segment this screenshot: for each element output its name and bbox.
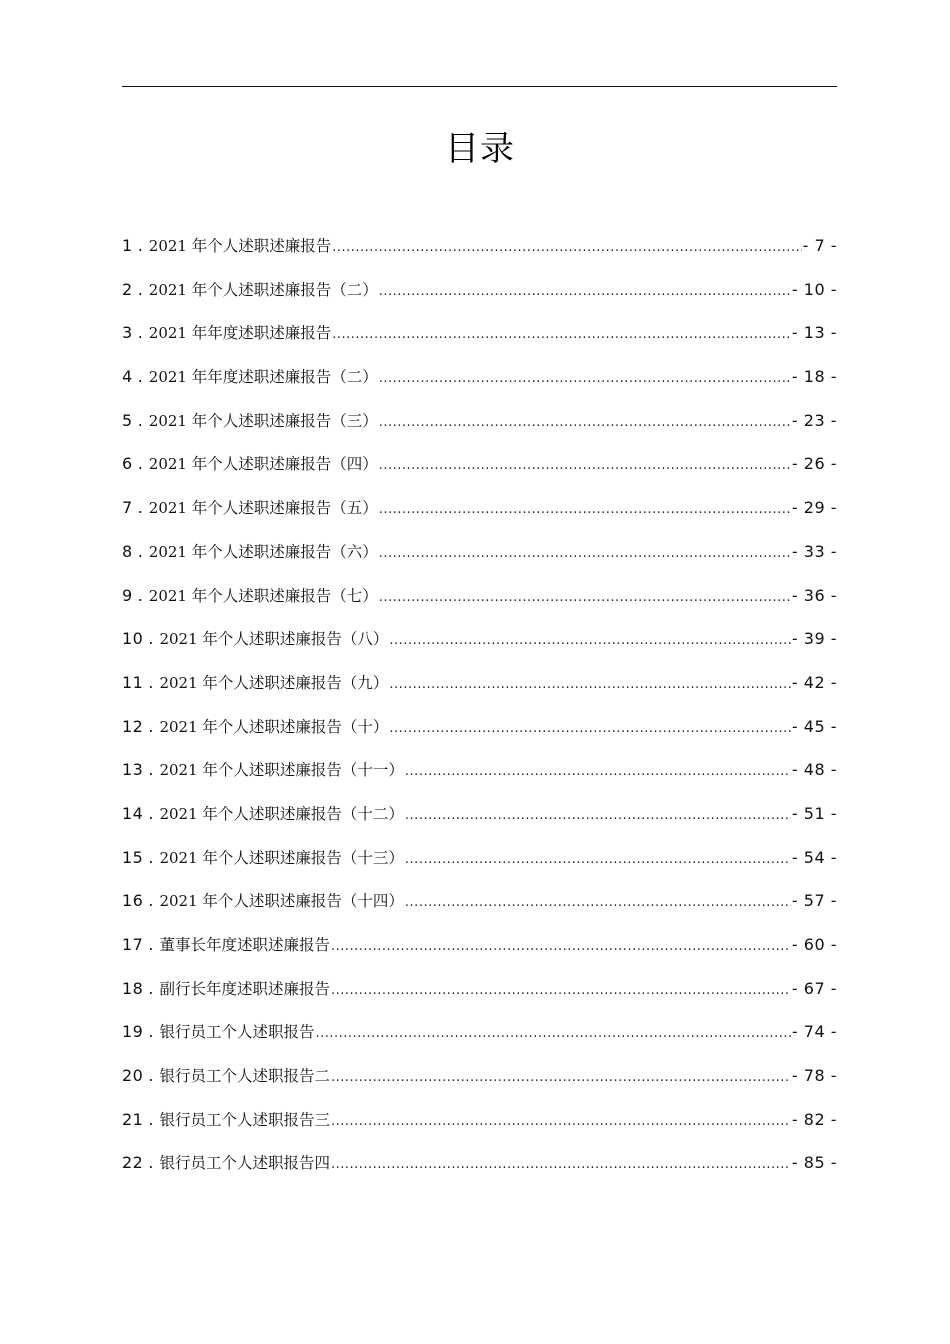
toc-entry-leader [331,931,791,962]
toc-entry-separator: . [137,410,143,430]
toc-entry-year: 2021 [159,892,203,911]
toc-entry-separator: . [148,716,154,736]
toc-entry-year: 2021 [148,499,192,518]
toc-entry-number: 1 [122,236,133,255]
toc-entry-leader [379,494,791,525]
toc-entry-page: - 39 - [791,629,837,649]
toc-entry-5[interactable] [122,405,837,449]
toc-entry-separator: . [137,279,143,299]
toc-entry-13[interactable] [122,754,837,798]
toc-entry-number: 22 [122,1153,144,1173]
toc-entry-22[interactable] [122,1147,837,1191]
toc-entry-page: - 42 - [791,672,837,692]
toc-entry-separator: . [148,1153,154,1173]
toc-entry-17[interactable] [122,929,837,973]
toc-entry-number: 17 [122,935,144,954]
toc-entry-leader [331,1106,791,1137]
toc-entry-title [159,1017,314,1048]
toc-entry-9[interactable] [122,580,837,624]
toc-entry-text: 银行员工个人述职报告四 [159,1154,330,1173]
toc-entry-text: 年个人述职述廉报告（二） [191,280,378,299]
toc-entry-leader [379,450,791,481]
toc-entry-8[interactable] [122,536,837,580]
toc-entry-page: - 60 - [791,935,837,954]
toc-entry-year: 2021 [159,717,203,736]
toc-entry-page: - 45 - [791,716,837,736]
toc-entry-year: 2021 [148,542,192,561]
toc-entry-leader [332,319,791,350]
toc-entry-leader [331,975,791,1006]
toc-entry-text: 年年度述职述廉报告 [191,324,332,343]
toc-entry-number: 14 [122,803,144,823]
toc-entry-leader [389,713,791,744]
toc-entry-page: - 7 - [802,236,837,255]
toc-entry-text: 银行员工个人述职报告 [159,1023,315,1042]
toc-entry-page: - 54 - [791,847,837,867]
toc-entry-separator: . [137,541,143,561]
toc-entry-text: 银行员工个人述职报告二 [159,1067,330,1086]
toc-entry-title [149,537,378,568]
toc-entry-leader [405,887,791,918]
toc-entry-separator: . [137,498,143,518]
toc-entry-title [149,231,331,262]
toc-entry-18[interactable] [122,973,837,1017]
toc-entry-leader [405,800,791,831]
toc-entry-leader [379,276,791,307]
toc-entry-leader [405,756,791,787]
toc-entry-year: 2021 [159,848,203,867]
toc-entry-number: 5 [122,410,133,430]
toc-entry-number: 3 [122,323,133,343]
toc-entry-7[interactable] [122,492,837,536]
toc-entry-page: - 13 - [791,323,837,343]
toc-entry-number: 11 [122,672,144,692]
toc-entry-separator: . [137,236,143,255]
toc-entry-page: - 57 - [791,891,837,911]
toc-entry-text: 年个人述职述廉报告（十一） [202,761,404,780]
toc-entry-number: 18 [122,978,144,998]
toc-entry-text: 银行员工个人述职报告三 [159,1110,330,1129]
toc-entry-title [159,843,403,874]
toc-entry-separator: . [137,585,143,605]
toc-entry-page: - 36 - [791,585,837,605]
toc-entry-text: 年个人述职述廉报告（三） [191,411,378,430]
toc-entry-number: 6 [122,454,133,474]
toc-entry-number: 21 [122,1109,144,1129]
page-title: 目录 [445,129,515,169]
toc-entry-leader [331,1149,791,1180]
toc-entry-separator: . [148,847,154,867]
toc-entry-separator: . [137,323,143,343]
toc-entry-page: - 78 - [791,1066,837,1086]
toc-entry-15[interactable] [122,842,837,886]
toc-entry-separator: . [148,760,154,780]
toc-entry-text: 年个人述职述廉报告（八） [202,630,389,649]
toc-entry-leader [379,407,791,438]
toc-entry-separator: . [137,367,143,387]
toc-entry-number: 19 [122,1022,144,1042]
toc-entry-title [149,449,378,480]
toc-entry-year: 2021 [159,761,203,780]
toc-entry-leader [379,363,791,394]
toc-entry-leader [315,1018,790,1049]
toc-entry-title [149,493,378,524]
toc-entry-leader [405,844,791,875]
toc-entry-year: 2021 [159,804,203,823]
toc-entry-title [149,406,378,437]
toc-entry-title [159,668,388,699]
toc-entry-title [159,886,403,917]
toc-entry-number: 20 [122,1066,144,1086]
toc-entry-16[interactable] [122,885,837,929]
toc-entry-number: 10 [122,629,144,649]
toc-entry-14[interactable] [122,798,837,842]
toc-entry-page: - 74 - [791,1022,837,1042]
toc-entry-leader [332,232,801,263]
toc-entry-number: 9 [122,585,133,605]
toc-entry-text: 年个人述职述廉报告（九） [202,673,389,692]
toc-entry-separator: . [148,803,154,823]
toc-entry-title [159,712,388,743]
toc-entry-leader [389,669,791,700]
toc-entry-title [159,1148,330,1179]
toc-entry-year: 2021 [148,324,192,343]
toc-entry-2[interactable] [122,274,837,318]
toc-entry-page: - 82 - [791,1109,837,1129]
toc-entry-text: 年个人述职述廉报告（七） [191,586,378,605]
toc-entry-leader [379,538,791,569]
toc-entry-year: 2021 [148,280,192,299]
toc-entry-year: 2021 [148,237,192,255]
toc-entry-leader [379,582,791,613]
toc-entry-separator: . [148,629,154,649]
toc-entry-page: - 18 - [791,367,837,387]
toc-entry-text: 年个人述职述廉报告（五） [191,499,378,518]
toc-entry-title [149,581,378,612]
toc-entry-page: - 85 - [791,1153,837,1173]
toc-entry-separator: . [148,1066,154,1086]
toc-entry-text: 副行长年度述职述廉报告 [159,979,330,998]
toc-entry-number: 7 [122,498,133,518]
toc-entry-title [159,974,330,1005]
toc-entry-title [159,930,330,961]
toc-entry-text: 年个人述职述廉报告（六） [191,542,378,561]
toc-entry-title [159,799,403,830]
toc-entry-number: 16 [122,891,144,911]
toc-entry-title [159,1105,330,1136]
toc-entry-text: 董事长年度述职述廉报告 [159,936,330,954]
toc-entry-year: 2021 [159,630,203,649]
toc-entry-year: 2021 [148,586,192,605]
toc-entry-year: 2021 [148,368,192,387]
toc-entry-separator: . [148,1109,154,1129]
toc-entry-title [149,362,378,393]
toc-entry-title [149,318,331,349]
toc-entry-separator: . [148,891,154,911]
toc-entry-21[interactable] [122,1104,837,1148]
toc-entry-separator: . [148,935,154,954]
toc-entry-10[interactable] [122,623,837,667]
toc-entry-separator: . [148,672,154,692]
toc-entry-number: 2 [122,279,133,299]
toc-entry-3[interactable] [122,317,837,361]
toc-entry-leader [389,625,791,656]
toc-entry-number: 15 [122,847,144,867]
toc-entry-separator: . [148,1022,154,1042]
toc-entry-4[interactable] [122,361,837,405]
toc-entry-year: 2021 [148,411,192,430]
toc-entry-page: - 29 - [791,498,837,518]
toc-entry-6[interactable] [122,448,837,492]
toc-entry-title [159,755,403,786]
toc-entry-leader [331,1062,791,1093]
toc-entry-year: 2021 [148,455,192,474]
toc-entry-text: 年个人述职述廉报告 [191,237,332,255]
toc-entry-title [149,275,378,306]
toc-entry-number: 12 [122,716,144,736]
toc-entry-20[interactable] [122,1060,837,1104]
toc-entry-text: 年年度述职述廉报告（二） [191,368,378,387]
toc-entry-text: 年个人述职述廉报告（十四） [202,892,404,911]
toc-entry-number: 13 [122,760,144,780]
toc-entry-text: 年个人述职述廉报告（四） [191,455,378,474]
toc-entry-page: - 33 - [791,541,837,561]
toc-entry-title [159,1061,330,1092]
toc-entry-year: 2021 [159,673,203,692]
toc-entry-12[interactable] [122,711,837,755]
toc-entry-page: - 51 - [791,803,837,823]
toc-entry-1[interactable] [122,230,837,274]
toc-entry-11[interactable] [122,667,837,711]
toc-entry-19[interactable] [122,1016,837,1060]
toc-entry-text: 年个人述职述廉报告（十二） [202,804,404,823]
toc-entry-number: 8 [122,541,133,561]
toc-entry-page: - 10 - [791,279,837,299]
toc-entry-page: - 67 - [791,978,837,998]
toc-entry-title [159,624,388,655]
header-rule [122,86,837,87]
toc-entry-text: 年个人述职述廉报告（十三） [202,848,404,867]
toc-entry-page: - 23 - [791,410,837,430]
toc-entry-text: 年个人述职述廉报告（十） [202,717,389,736]
toc-entry-number: 4 [122,367,133,387]
toc-entry-page: - 48 - [791,760,837,780]
toc-entry-page: - 26 - [791,454,837,474]
toc-entry-separator: . [148,978,154,998]
toc-entry-separator: . [137,454,143,474]
table-of-contents [122,230,837,1191]
